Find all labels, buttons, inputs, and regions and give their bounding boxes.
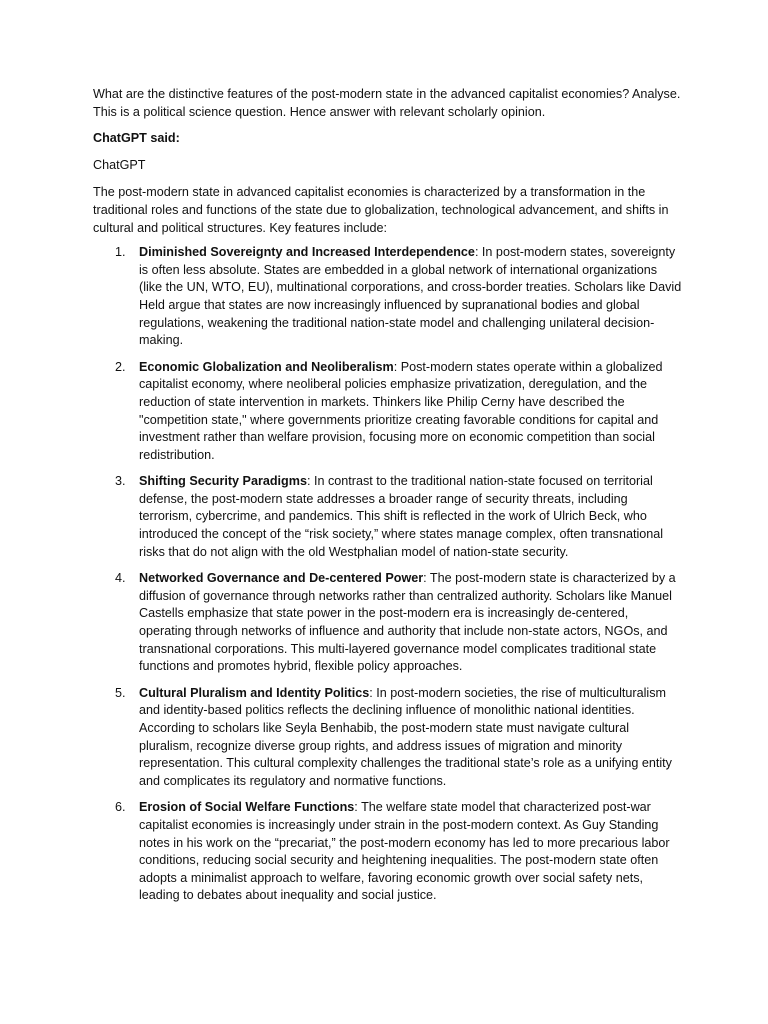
- feature-term: Shifting Security Paradigms: [139, 474, 307, 489]
- list-item: [93, 359, 683, 465]
- user-question: What are the distinctive features of the post-modern state in the advanced capitalist economies? Analyse. This is a political science question. Hence answer with relevant scholarly opinion.: [93, 87, 681, 119]
- list-number: 2.: [115, 359, 126, 374]
- feature-term: Erosion of Social Welfare Functions: [139, 800, 355, 815]
- list-number: 6.: [115, 800, 126, 815]
- list-item: [93, 799, 683, 905]
- list-item: [93, 570, 683, 676]
- feature-term: Economic Globalization and Neoliberalism: [139, 359, 394, 374]
- list-item: [93, 473, 683, 561]
- list-number: 1.: [115, 245, 126, 260]
- list-number: 3.: [115, 474, 126, 489]
- features-list: [93, 244, 683, 905]
- document-page: [93, 86, 683, 914]
- feature-term: Diminished Sovereignty and Increased Interdependence: [139, 245, 475, 260]
- speaker-label: ChatGPT said:: [93, 131, 180, 146]
- feature-text: : Post-modern states operate within a globalized capitalist economy, where neoliberal policies emphasize privatization, deregulation, and the reduction of state intervention in markets. Thinkers like Philip Cerny have described the "competition state," where governments prioritize creating favorable conditions for capital and investment rather than welfare provision, focusing more on economic competition than social redistribution.: [139, 359, 663, 462]
- intro-paragraph: The post-modern state in advanced capitalist economies is characterized by a transformation in the traditional roles and functions of the state due to globalization, technological advancement, and shifts in cultural and political structures. Key features include:: [93, 185, 669, 235]
- feature-term: Cultural Pluralism and Identity Politics: [139, 685, 370, 700]
- feature-text: : In post-modern societies, the rise of multiculturalism and identity-based politics reflects the declining influence of monolithic national identities. According to scholars like Seyla Benhabib, the post-modern state must navigate cultural pluralism, recognize diverse group rights, and address issues of migration and minority representation. This cultural complexity challenges the traditional state’s role as a unifying entity and complicates its regulatory and normative functions.: [139, 685, 672, 788]
- list-number: 4.: [115, 571, 126, 586]
- feature-text: : The welfare state model that characterized post-war capitalist economies is increasingly under strain in the post-modern context. As Guy Standing notes in his work on the “precariat,” the post-modern economy has led to more precarious labor conditions, reducing social security and heightening inequalities. The post-modern state often adopts a minimalist approach to welfare, favoring economic growth over social safety nets, leading to debates about inequality and social justice.: [139, 800, 670, 903]
- list-number: 5.: [115, 685, 126, 700]
- feature-text: : In contrast to the traditional nation-state focused on territorial defense, the post-modern state addresses a broader range of security threats, including terrorism, cybercrime, and pandemics. This shift is reflected in the work of Ulrich Beck, who introduced the concept of the “risk society,” where states manage complex, often transnational risks that do not align with the old Westphalian model of nation-state security.: [139, 474, 664, 559]
- list-item: [93, 685, 683, 791]
- source-label: ChatGPT: [93, 157, 146, 172]
- feature-term: Networked Governance and De-centered Power: [139, 571, 424, 586]
- list-item: [93, 244, 683, 350]
- feature-text: : In post-modern states, sovereignty is often less absolute. States are embedded in a global network of international organizations (like the UN, WTO, EU), multinational corporations, and cross-border treaties. Scholars like David Held argue that states are now increasingly influenced by supranational bodies and global regulations, weakening the traditional nation-state model and challenging unilateral decision-making.: [139, 245, 682, 348]
- feature-text: : The post-modern state is characterized by a diffusion of governance through networks rather than centralized authority. Scholars like Manuel Castells emphasize that state power in the post-modern era is increasingly de-centered, operating through networks of influence and authority that include non-state actors, NGOs, and transnational corporations. This multi-layered governance model complicates traditional state functions and promotes hybrid, flexible policy approaches.: [139, 571, 676, 674]
